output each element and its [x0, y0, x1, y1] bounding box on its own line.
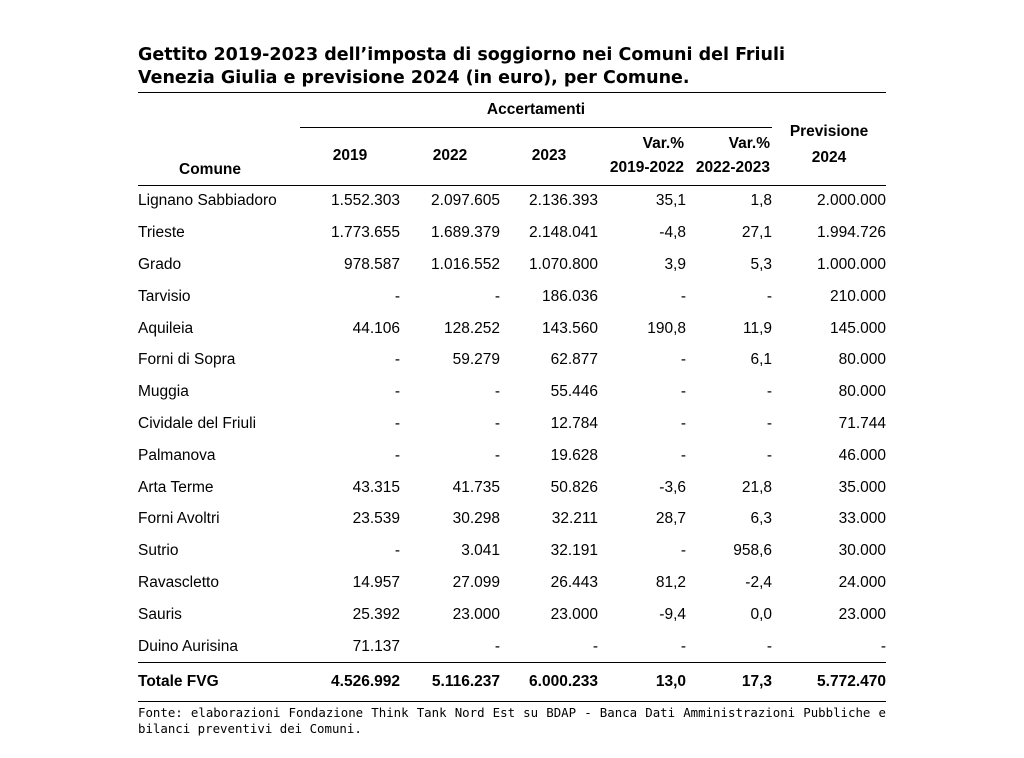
cell-y2023: 143.560: [541, 319, 598, 337]
cell-comune: Duino Aurisina: [138, 637, 238, 655]
total-var2: 17,3: [686, 663, 772, 702]
table-row: [138, 408, 886, 440]
cell-y2019: 71.137: [352, 637, 400, 655]
cell-y2022: 3.041: [461, 542, 500, 560]
cell-y2022: 30.298: [452, 510, 500, 528]
cell-var2: 6,1: [750, 351, 773, 369]
cell-prev: 80.000: [838, 383, 887, 401]
table-row: [138, 567, 886, 599]
cell-var2: 11,9: [742, 319, 773, 337]
cell-var2: -: [766, 414, 773, 432]
table-row: [138, 344, 886, 376]
cell-y2023: -: [592, 637, 598, 655]
cell-y2023: 62.877: [550, 351, 598, 369]
table-row: [138, 217, 886, 249]
cell-var1: -3,6: [659, 478, 686, 496]
cell-var1: 3,9: [664, 255, 686, 273]
header-var1-period: 2019-2022: [609, 159, 684, 176]
cell-y2022: 27.099: [452, 573, 500, 591]
header-var2-label: Var.%: [728, 135, 771, 152]
total-2023: 6.000.233: [500, 663, 598, 702]
cell-var1: -: [680, 351, 686, 369]
cell-y2022: 59.279: [452, 351, 500, 369]
table-row: [138, 503, 886, 535]
cell-var2: 6,3: [750, 510, 773, 528]
cell-y2019: 1.552.303: [331, 192, 400, 210]
cell-y2022: 41.735: [452, 478, 500, 496]
cell-var1: -: [680, 542, 686, 560]
cell-var1: -: [680, 414, 686, 432]
cell-prev: 1.000.000: [817, 255, 887, 273]
cell-comune: Muggia: [138, 383, 189, 401]
cell-y2019: 1.773.655: [331, 224, 400, 242]
cell-y2022: -: [494, 637, 500, 655]
cell-y2023: 26.443: [550, 573, 598, 591]
cell-comune: Forni di Sopra: [138, 351, 236, 369]
header-previsione-year: 2024: [811, 148, 847, 166]
cell-var2: 958,6: [733, 542, 773, 560]
cell-comune: Arta Terme: [138, 478, 214, 496]
table-body: [138, 185, 886, 663]
cell-prev: 71.744: [838, 414, 887, 432]
table-row: [138, 281, 886, 313]
cell-y2019: 25.392: [352, 605, 400, 623]
table-row: [138, 535, 886, 567]
cell-y2023: 1.070.800: [529, 255, 598, 273]
table-row: [138, 249, 886, 281]
cell-comune: Aquileia: [138, 319, 194, 337]
cell-var1: -: [680, 637, 686, 655]
total-prev: 5.772.470: [772, 663, 886, 702]
cell-var2: 27,1: [741, 224, 773, 242]
cell-y2023: 32.211: [551, 510, 598, 528]
header-2019: 2019: [332, 147, 368, 164]
cell-var2: 21,8: [741, 478, 773, 496]
cell-y2019: 978.587: [343, 255, 400, 273]
table-row: [138, 440, 886, 472]
title-line-1: Gettito 2019-2023 dell’imposta di soggiorno nei Comuni del Friuli: [138, 45, 785, 65]
total-2019: 4.526.992: [300, 663, 400, 702]
cell-var1: -: [680, 383, 686, 401]
header-var1-label: Var.%: [642, 135, 684, 152]
cell-y2023: 19.628: [550, 446, 598, 464]
total-2022: 5.116.237: [400, 663, 500, 702]
cell-var1: 28,7: [655, 510, 686, 528]
cell-y2022: -: [494, 287, 500, 305]
cell-comune: Sutrio: [138, 542, 179, 560]
cell-comune: Sauris: [138, 605, 182, 623]
header-comune-label: Comune: [179, 160, 241, 178]
cell-var2: -: [766, 287, 773, 305]
cell-y2019: -: [394, 542, 400, 560]
cell-var2: -2,4: [745, 573, 773, 591]
cell-y2023: 2.148.041: [529, 224, 598, 242]
cell-var2: 0,0: [750, 605, 773, 623]
total-comune: Totale FVG: [138, 663, 300, 702]
cell-y2023: 2.136.393: [529, 192, 598, 210]
source-note: Fonte: elaborazioni Fondazione Think Tank Nord Est su BDAP - Banca Dati Amministrazioni Pubbliche e bilanci preventivi dei Comuni.: [138, 705, 886, 737]
total-var1: 13,0: [598, 663, 686, 702]
cell-var1: 35,1: [655, 192, 686, 210]
cell-var1: -4,8: [659, 224, 686, 242]
cell-y2019: -: [394, 351, 400, 369]
cell-y2023: 50.826: [550, 478, 598, 496]
cell-y2023: 32.191: [550, 542, 598, 560]
cell-prev: -: [880, 637, 887, 655]
header-accertamenti: Accertamenti: [300, 93, 772, 127]
header-var-2019-2022: [598, 127, 686, 185]
cell-prev: 2.000.000: [817, 192, 887, 210]
cell-y2023: 23.000: [550, 605, 598, 623]
cell-y2022: 2.097.605: [431, 192, 500, 210]
cell-prev: 1.994.726: [817, 224, 887, 242]
cell-var2: 1,8: [750, 192, 773, 210]
cell-y2019: -: [394, 414, 400, 432]
header-previsione: [772, 93, 886, 185]
cell-comune: Grado: [138, 255, 182, 273]
header-var2-period: 2022-2023: [695, 159, 771, 176]
cell-y2019: -: [394, 287, 400, 305]
cell-var1: -9,4: [659, 605, 686, 623]
document: [138, 44, 886, 737]
cell-y2022: 1.689.379: [431, 224, 500, 242]
header-comune: [138, 93, 300, 185]
cell-prev: 33.000: [838, 510, 887, 528]
cell-comune: Ravascletto: [138, 573, 219, 591]
cell-y2022: 1.016.552: [431, 255, 500, 273]
footer-rule: [138, 701, 886, 702]
cell-y2023: 55.446: [550, 383, 598, 401]
table-title: [138, 44, 886, 90]
table-header: [138, 93, 886, 185]
cell-y2019: 23.539: [352, 510, 400, 528]
total-row: [138, 663, 886, 702]
cell-y2023: 12.784: [550, 414, 598, 432]
cell-prev: 30.000: [838, 542, 887, 560]
data-table: [138, 93, 886, 701]
cell-comune: Palmanova: [138, 446, 216, 464]
cell-prev: 145.000: [829, 319, 887, 337]
cell-y2023: 186.036: [541, 287, 598, 305]
table-row: [138, 631, 886, 663]
cell-y2019: -: [394, 446, 400, 464]
cell-prev: 210.000: [829, 287, 887, 305]
header-2023: 2023: [531, 147, 567, 164]
cell-var2: -: [766, 637, 773, 655]
header-var-2022-2023: [686, 127, 772, 185]
header-2022: 2022: [432, 147, 468, 164]
cell-var1: 190,8: [647, 319, 686, 337]
cell-comune: Tarvisio: [138, 287, 191, 305]
cell-var1: -: [680, 287, 686, 305]
cell-prev: 23.000: [838, 605, 887, 623]
cell-y2019: 14.957: [352, 573, 400, 591]
cell-y2022: 23.000: [452, 605, 500, 623]
table-row: [138, 186, 886, 218]
table-row: [138, 376, 886, 408]
cell-comune: Forni Avoltri: [138, 510, 220, 528]
cell-y2019: 43.315: [352, 478, 400, 496]
table-row: [138, 472, 886, 504]
cell-comune: Trieste: [138, 224, 185, 242]
cell-comune: Cividale del Friuli: [138, 414, 257, 432]
header-previsione-label: Previsione: [789, 122, 869, 140]
cell-y2022: -: [494, 446, 500, 464]
cell-y2022: -: [494, 414, 500, 432]
cell-y2022: -: [494, 383, 500, 401]
title-line-2: Venezia Giulia e previsione 2024 (in euro), per Comune.: [138, 68, 690, 88]
cell-y2019: 44.106: [352, 319, 400, 337]
cell-var2: 5,3: [750, 255, 773, 273]
cell-var2: -: [766, 446, 773, 464]
cell-var2: -: [766, 383, 773, 401]
cell-prev: 35.000: [838, 478, 887, 496]
cell-comune: Lignano Sabbiadoro: [138, 192, 277, 210]
table-row: [138, 599, 886, 631]
cell-var1: 81,2: [655, 573, 686, 591]
cell-y2022: 128.252: [443, 319, 500, 337]
cell-y2019: -: [394, 383, 400, 401]
cell-prev: 24.000: [838, 573, 887, 591]
table-row: [138, 313, 886, 345]
cell-prev: 80.000: [838, 351, 887, 369]
cell-prev: 46.000: [838, 446, 887, 464]
cell-var1: -: [680, 446, 686, 464]
